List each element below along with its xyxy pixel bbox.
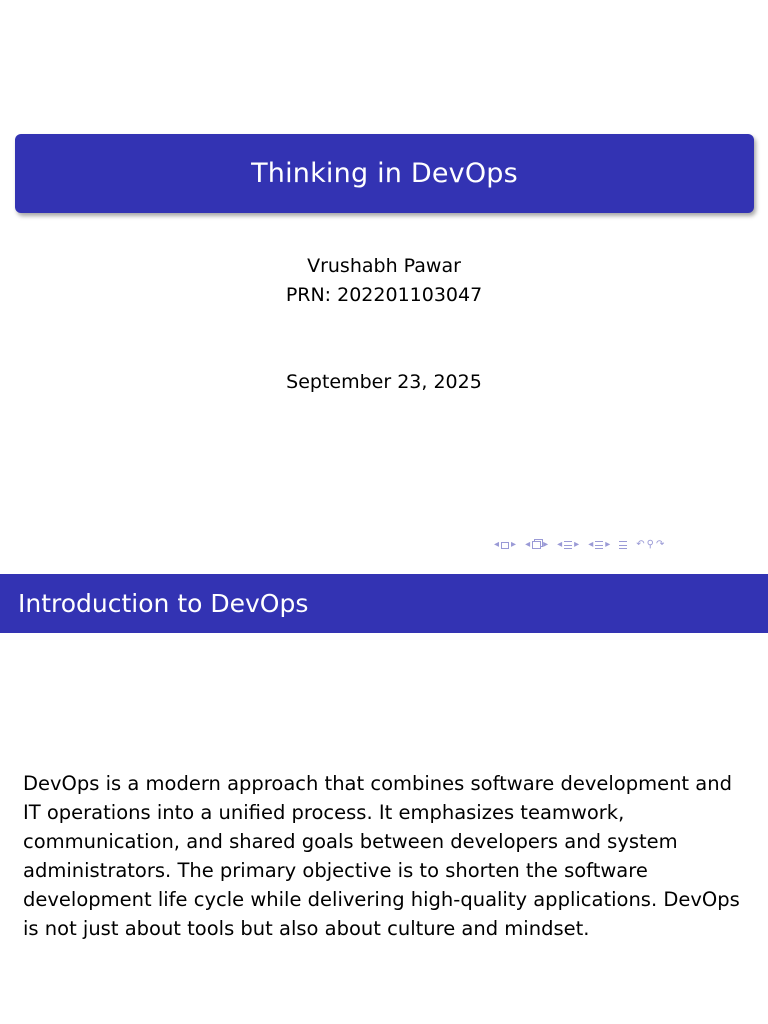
nav-subsection-group bbox=[557, 536, 579, 554]
title-box bbox=[15, 134, 754, 213]
arrow-left-icon[interactable]: ◂ bbox=[588, 539, 594, 550]
beamer-navigation bbox=[494, 536, 764, 554]
frame-icon[interactable] bbox=[532, 541, 541, 549]
search-icon[interactable]: ⚲ bbox=[646, 539, 654, 550]
arrow-left-icon[interactable]: ◂ bbox=[557, 539, 563, 550]
author-prn: PRN: 202201103047 bbox=[285, 284, 483, 306]
arrow-right-icon[interactable]: ▸ bbox=[574, 539, 580, 550]
document-icon[interactable] bbox=[619, 541, 627, 549]
nav-search-group bbox=[636, 536, 664, 554]
presentation-title: Thinking in DevOps bbox=[251, 158, 518, 189]
slide-icon[interactable] bbox=[501, 542, 509, 549]
section-icon[interactable] bbox=[595, 541, 603, 549]
author-name: Vrushabh Pawar bbox=[307, 255, 461, 277]
presentation-date: September 23, 2025 bbox=[286, 371, 482, 393]
body-paragraph: DevOps is a modern approach that combines software development and IT operations into a unified process. It emphasizes teamwork, communication, and shared goals between developers and system administrators. The primary objective is to shorten the software development life cycle while delivering high-quality applications. DevOps is not just about tools but also about culture and mindset. bbox=[23, 772, 740, 940]
back-icon[interactable]: ↶ bbox=[636, 539, 645, 550]
arrow-left-icon[interactable]: ◂ bbox=[494, 539, 500, 550]
nav-section-group bbox=[588, 536, 610, 554]
arrow-right-icon[interactable]: ▸ bbox=[605, 539, 611, 550]
nav-frame-group bbox=[525, 536, 548, 554]
frame-title-bar bbox=[0, 574, 768, 633]
arrow-right-icon[interactable]: ▸ bbox=[543, 539, 549, 550]
arrow-left-icon[interactable]: ◂ bbox=[525, 539, 531, 550]
frame-title: Introduction to DevOps bbox=[18, 589, 309, 618]
arrow-right-icon[interactable]: ▸ bbox=[511, 539, 517, 550]
nav-slide-group bbox=[494, 536, 516, 554]
subsection-icon[interactable] bbox=[564, 541, 572, 549]
forward-icon[interactable]: ↷ bbox=[655, 539, 665, 550]
nav-document-group bbox=[619, 541, 627, 549]
